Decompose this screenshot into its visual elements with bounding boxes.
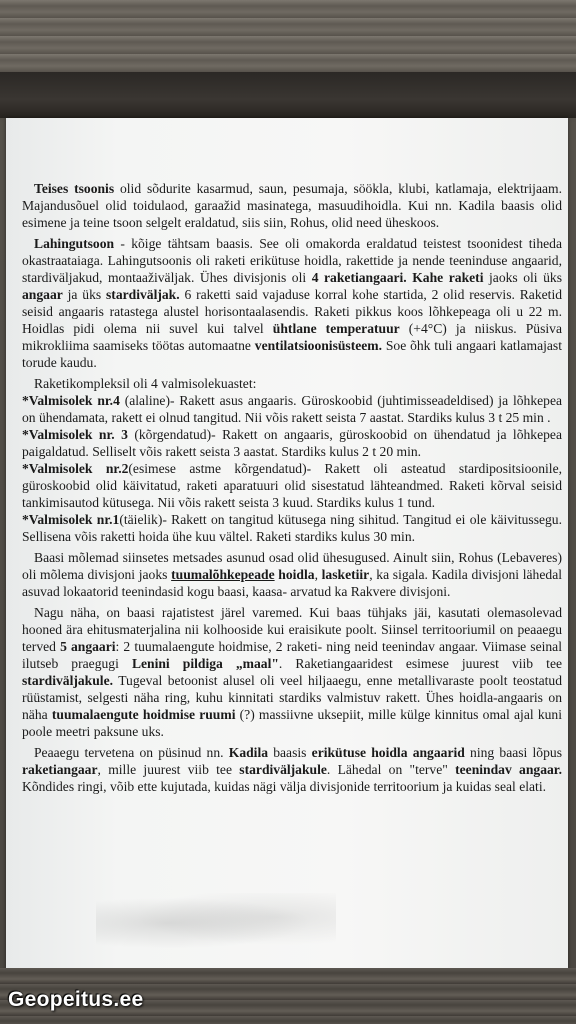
bold-run: raketiangaar: [22, 762, 98, 777]
text-run: : 2 tuumalaengute hoidmise, 2 raketi- ning neid teenindav angaar. Viimase seinal ilutseb praegugi: [22, 639, 562, 671]
document-text: [22, 180, 562, 795]
bold-run: Kadila: [228, 745, 269, 760]
bold-run: Lahingutsoon: [34, 236, 115, 251]
bold-run: lasketiir: [321, 567, 370, 582]
text-run: Tugeval betoonist alusel oli veel hiljaaegu, enne metallivaraste poolt teostatud rüüstamist, selgesti näha ring, kuhu kinnitati stardiks valmistuv rakett. Ühes hoidla-angaaris on näha: [22, 673, 562, 722]
bold-run: tuumalõhkepeade: [171, 567, 275, 582]
text-run: ning baasi lõpus: [464, 745, 562, 760]
text-run: jaoks oli üks: [483, 270, 563, 285]
text-run: (alaline)- Rakett asus angaaris. Güroskoobid (juhtimisseadeldised) ja lõhkepea on ühendamata, rakett ei olnud tangitud. Nii võis rakett seista 7 aastat. Stardiks kulus 3 t 25 min .: [22, 393, 563, 425]
wooden-wall: [0, 0, 576, 78]
paragraph-p4: [22, 392, 562, 426]
text-run: (?) massiivne uksepiit, mille külge kinnitus omal ajal kuni poole meetri paksune uks.: [22, 707, 562, 739]
water-stain: [96, 893, 336, 953]
bold-run: *Valmisolek nr.2: [22, 461, 129, 476]
bold-run: stardiväljak.: [106, 287, 180, 302]
bold-run: angaar: [22, 287, 63, 302]
text-run: , mille juurest viib tee: [97, 762, 240, 777]
paragraph-p9: [22, 604, 562, 740]
paragraph-p8: [22, 549, 562, 600]
paragraph-p3: [22, 375, 562, 392]
text-run: 6 raketti said vajaduse korral kohe startida, 2 olid reservis. Raketid seisid angaaris ratastega alustel horisontaalasendis. Raketi pikkus koos lõhkepeaga oli u 22 m. Hoidlas pidi olema nii suvel kui talvel: [22, 287, 563, 336]
text-run: Raketikompleksil oli 4 valmisolekuastet:: [34, 376, 257, 391]
bold-run: ühtlane temperatuur: [272, 321, 400, 336]
paragraph-p5: [22, 426, 562, 460]
text-run: Baasi mõlemad siinsetes metsades asunud osad olid ühesugused. Ainult siin, Rohus (Lebaveres) oli mõlema divisjoni jaoks: [22, 550, 562, 582]
paragraph-p10: [22, 744, 562, 795]
text-run: (esimese astme kõrgendatud)- Rakett oli asteatud stardipositsioonile, güroskoobid olid käivitatud, raketi aparatuuri olid sisestatud lähteandmed. Raketi kõrval seisid tankimisautod kütusega. Nii võis rakett seista 3 kuud. Stardiks kulus 1 tund.: [22, 461, 563, 510]
bold-run: hoidla: [274, 567, 315, 582]
bold-run: stardiväljakule: [239, 762, 327, 777]
bold-run: 5 angaari: [60, 639, 116, 654]
paragraph-p7: [22, 511, 562, 545]
text-run: (täielik)- Rakett on tangitud kütusega ning sihitud. Tangitud ei ole käivitussegu. Sellisena võis raketti hoida ühe kuu vältel. Raketi stardiks kulus 30 min.: [22, 512, 563, 544]
paragraph-p6: [22, 460, 562, 511]
text-run: Soe õhk tuli angaari katlamajast torude kaudu.: [22, 338, 562, 370]
text-run: Kõndides ringi, võib ette kujutada, kuidas nägi välja divisjonide territoorium ja kuidas seal elati.: [22, 779, 546, 794]
bold-run: stardiväljakule.: [22, 673, 114, 688]
paper-sheet: [6, 118, 568, 973]
bold-run: erikütuse hoidla angaarid: [311, 745, 465, 760]
text-run: (+4°C) ja niiskus. Püsiva mikrokliima saamiseks töötas automaatne: [22, 321, 562, 353]
bold-run: *Valmisolek nr. 3: [22, 427, 128, 442]
text-run: - kõige tähtsam baasis. See oli omakorda eraldatud teistest tsoonidest tiheda okastraataiaga. Lahingutsoonis oli raketi erikütuse hoidla, rakettide ja nende teeninduse angaarid, stardiväljakud, montaaživäljak. Ühes divisjonis oli: [22, 236, 562, 285]
bold-run: teenindav angaar.: [455, 762, 562, 777]
text-run: olid sõdurite kasarmud, saun, pesumaja, söökla, klubi, katlamaja, elektrijaam. Majandusõuel olid toidulaod, garaažid masinatega, masuudihoidla. Kui nn. Kadila baasis olid esimene ja teine tsoon selgelt eraldatud, siis siin, Rohus, olid need üheskoos.: [22, 181, 563, 230]
text-run: . Raketiangaaridest esimese juurest viib tee: [278, 656, 563, 671]
site-watermark: Geopeitus.ee: [8, 988, 144, 1011]
bold-run: ventilatsioonisüsteem.: [254, 338, 383, 353]
paragraph-p1: [22, 180, 562, 231]
text-run: ,: [314, 567, 322, 582]
text-run: (kõrgendatud)- Rakett on angaaris, güroskoobid on ühendatud ja lõhkepea paigaldatud. Selliselt võis rakett seista 3 aastat. Stardiks kulus 2 t 20 min.: [22, 427, 562, 459]
bold-run: Teises tsoonis: [34, 181, 115, 196]
bold-run: *Valmisolek nr.4: [22, 393, 120, 408]
text-run: ja üks: [62, 287, 106, 302]
text-run: Peaaegu tervetena on püsinud nn.: [34, 745, 229, 760]
bold-run: Lenini pildiga „maal": [131, 656, 279, 671]
frame-top-bar: [0, 72, 576, 118]
bold-run: 4 raketiangaari. Kahe raketi: [311, 270, 484, 285]
bold-run: *Valmisolek nr.1: [22, 512, 120, 527]
text-run: baasis: [268, 745, 312, 760]
paragraph-p2: [22, 235, 562, 371]
text-run: , ka sigala. Kadila divisjoni lähedal asuvad lokaatorid teenindasid kogu baasi, kaasa- arvatud ka Rakvere divisjoni.: [22, 567, 562, 599]
text-run: . Lähedal on "terve": [326, 762, 456, 777]
bold-run: tuumalaengute hoidmise ruumi: [51, 707, 236, 722]
text-run: Nagu näha, on baasi rajatistest järel varemed. Kui baas tühjaks jäi, kasutati olemasolevad hooned ära ehitusmaterjalina nii kolhooside kui eraisikute poolt. Siinsel territooriumil on peaaegu terved: [22, 605, 562, 654]
